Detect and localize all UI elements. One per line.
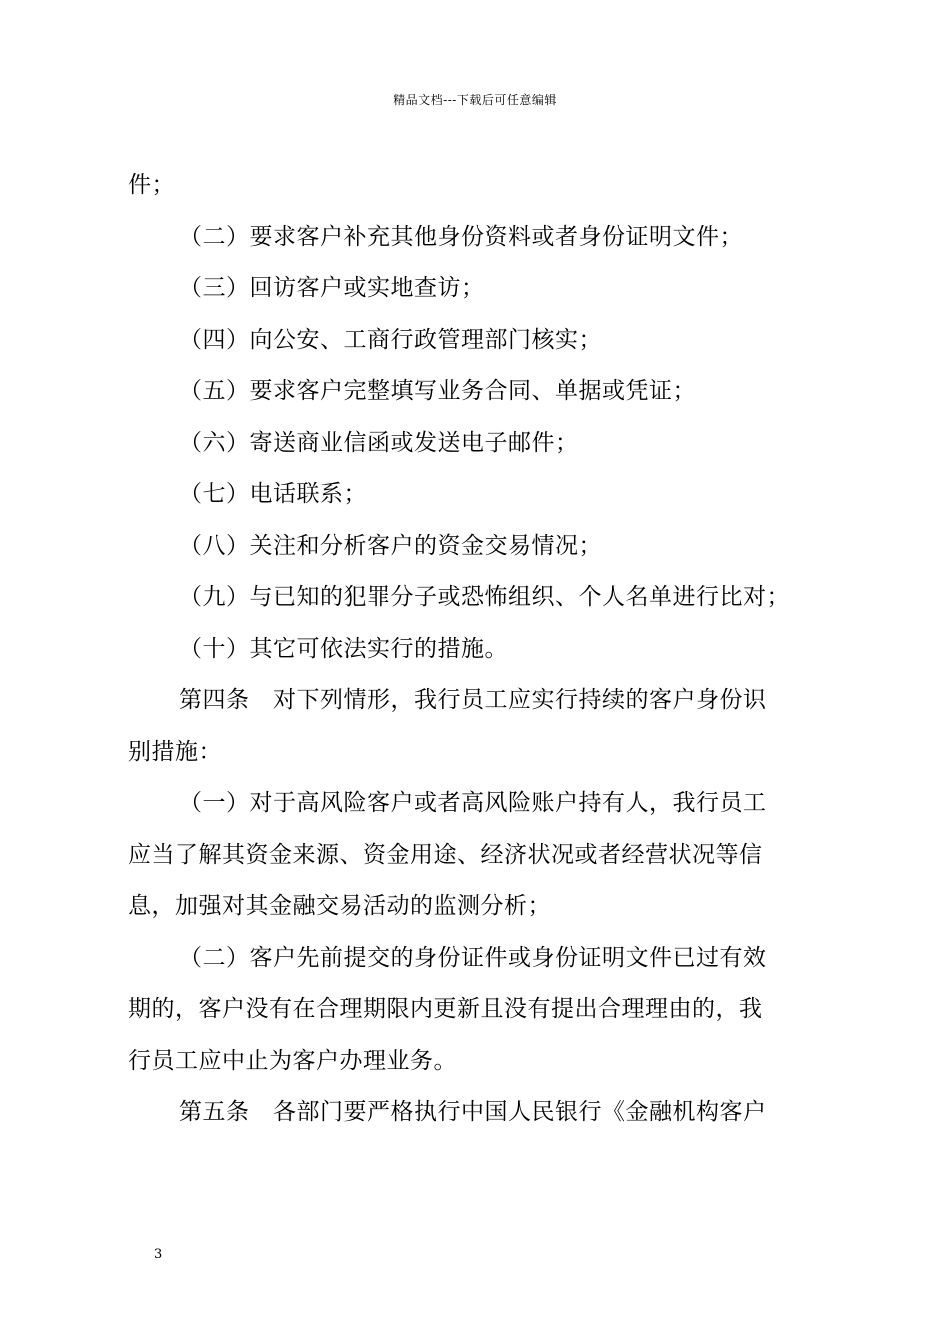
list-item: （六）寄送商业信函或发送电子邮件； bbox=[179, 429, 579, 456]
article-4-heading-line: 第四条 对下列情形，我行员工应实行持续的客户身份识 bbox=[179, 687, 767, 713]
article-4-heading-line: 别措施： bbox=[128, 738, 222, 765]
list-item: （七）电话联系； bbox=[179, 481, 367, 507]
article-4-item-2-line: （二）客户先前提交的身份证件或身份证明文件已过有效 bbox=[179, 944, 767, 971]
article-4-item-2-line: 期的，客户没有在合理期限内更新且没有提出合理理由的，我 bbox=[128, 996, 763, 1022]
list-item: （三）回访客户或实地查访； bbox=[179, 275, 485, 301]
page-header: 精品文档---下载后可任意编辑 bbox=[393, 93, 557, 107]
article-4-item-1-line: （一）对于高风险客户或者高风险账户持有人，我行员工 bbox=[179, 790, 767, 816]
document-body bbox=[128, 160, 828, 1139]
article-4-item-1-line: 息，加强对其金融交易活动的监测分析； bbox=[128, 893, 551, 919]
list-item: （四）向公安、工商行政管理部门核实； bbox=[179, 326, 602, 353]
list-item: （十）其它可依法实行的措施。 bbox=[179, 635, 508, 662]
list-item: （九）与已知的犯罪分子或恐怖组织、个人名单进行比对； bbox=[179, 584, 790, 610]
article-4-item-1-line: 应当了解其资金来源、资金用途、经济状况或者经营状况等信 bbox=[128, 841, 763, 868]
article-5-heading-line: 第五条 各部门要严格执行中国人民银行《金融机构客户 bbox=[179, 1099, 767, 1125]
page-number: 3 bbox=[154, 1247, 163, 1262]
list-item: （五）要求客户完整填写业务合同、单据或凭证； bbox=[179, 378, 696, 404]
list-item: （二）要求客户补充其他身份资料或者身份证明文件； bbox=[179, 223, 743, 250]
list-item: （八）关注和分析客户的资金交易情况； bbox=[179, 532, 602, 559]
paragraph-continuation: 件； bbox=[128, 172, 175, 198]
article-4-item-2-line: 行员工应中止为客户办理业务。 bbox=[128, 1047, 457, 1074]
